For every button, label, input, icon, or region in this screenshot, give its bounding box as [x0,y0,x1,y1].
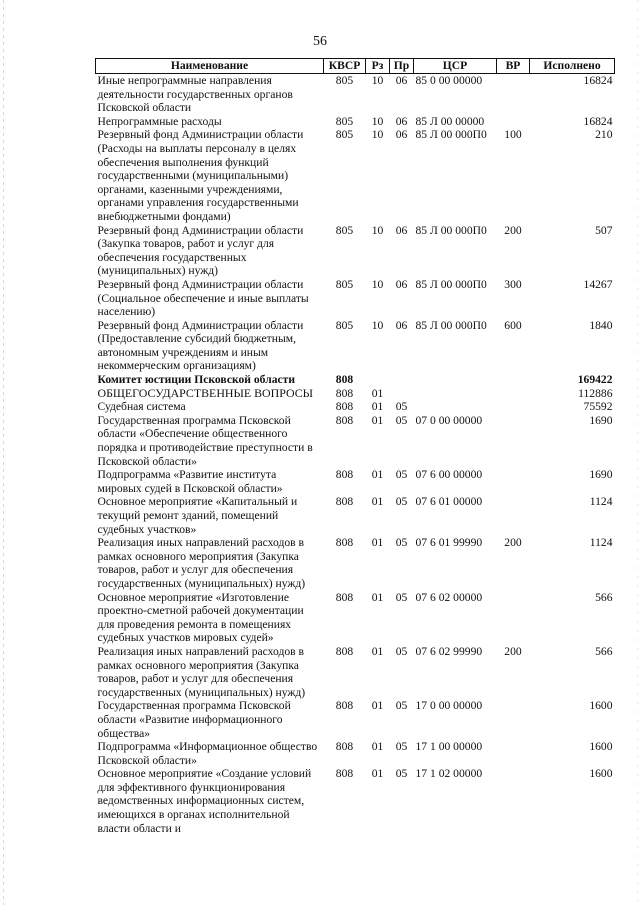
table-row [96,645,615,699]
row-sum: 566 [595,590,613,604]
row-vr [497,400,530,414]
row-vr [497,74,530,115]
row-name: Основное мероприятие «Изготовление проектно-сметной рабочей документации для проведения ремонта в помещениях судебных участков мировых судей» [97,590,304,645]
row-csr: 17 0 00 00000 [415,699,483,713]
row-vr: 100 [504,128,522,142]
row-csr [414,387,497,401]
row-sum: 112886 [578,386,613,400]
table-row [96,767,615,835]
row-csr: 07 6 02 00000 [415,590,483,604]
row-pr: 05 [395,699,408,713]
row-sum: 1600 [589,699,613,713]
row-csr: 85 Л 00 000П0 [415,277,487,291]
budget-table [95,58,615,835]
page-number: 56 [313,34,327,49]
row-sum: 210 [595,128,613,142]
table-row [96,699,615,740]
row-csr: 17 1 00 00000 [415,740,483,754]
table-row [96,128,615,223]
row-kvsr: 808 [335,644,354,658]
row-name: Основное мероприятие «Создание условий для эффективного функционирования ведомственных информационных систем, имеющихся в органах исполнительной власти области и [97,767,312,835]
row-vr [497,767,530,835]
row-kvsr: 808 [335,590,354,604]
row-sum: 16824 [583,114,613,128]
row-name: Основное мероприятие «Капитальный и текущий ремонт зданий, помещений судебных участков» [97,495,298,536]
row-kvsr: 808 [335,767,354,781]
row-pr: 06 [395,277,408,291]
row-pr: 05 [395,644,408,658]
row-pr: 06 [395,74,408,87]
row-name: Комитет юстиции Псковской области [97,373,296,387]
row-pr: 05 [395,767,408,781]
row-sum: 16824 [583,74,613,87]
row-sum: 14267 [583,277,613,291]
row-pr: 06 [395,318,408,332]
scan-edge-left [3,0,4,905]
row-csr [414,400,497,414]
table-row [96,536,615,590]
row-pr: 06 [395,114,408,128]
row-csr: 07 6 00 00000 [415,468,483,482]
row-vr: 200 [504,536,522,550]
row-rz: 10 [371,114,384,128]
row-rz: 01 [371,767,384,781]
header-name: Наименование [96,59,324,74]
row-csr: 85 Л 00 000П0 [415,223,487,237]
row-vr [497,373,530,387]
row-kvsr: 808 [335,468,354,482]
row-sum: 1124 [589,495,613,509]
row-csr: 85 0 00 00000 [415,74,483,87]
row-rz: 01 [371,699,384,713]
row-kvsr: 805 [335,318,354,332]
row-rz: 01 [371,536,384,550]
row-csr [414,373,497,387]
row-pr: 05 [395,590,408,604]
header-rz: Рз [366,59,390,74]
row-kvsr: 805 [335,74,354,87]
row-pr: 05 [395,468,408,482]
table-row [96,468,615,495]
header-sum: Исполнено [530,59,615,74]
row-vr [497,591,530,645]
table-row [96,387,615,401]
row-sum: 1600 [589,740,613,754]
row-sum: 1600 [589,767,613,781]
row-vr: 200 [504,223,522,237]
row-kvsr: 805 [335,128,354,142]
header-vr: ВР [497,59,530,74]
table-row [96,740,615,767]
row-vr [497,495,530,536]
row-csr: 85 Л 00 000П0 [415,318,487,332]
row-kvsr: 808 [335,413,354,427]
row-csr: 07 6 01 99990 [415,536,483,550]
row-rz: 01 [371,386,384,400]
table-row [96,319,615,373]
row-name: ОБЩЕГОСУДАРСТВЕННЫЕ ВОПРОСЫ [97,385,313,400]
row-name: Государственная программа Псковской области «Развитие информационного общества» [97,699,291,740]
row-sum: 566 [595,644,613,658]
table-body [96,74,615,836]
scan-edge-right [637,0,638,905]
table-row [96,400,615,414]
row-pr: 05 [395,536,408,550]
row-vr [497,468,530,495]
row-rz: 01 [371,590,384,604]
row-vr: 600 [504,318,522,332]
row-csr: 07 0 00 00000 [415,413,483,427]
row-rz: 01 [371,740,384,754]
row-name: Реализация иных направлений расходов в рамках основного мероприятия (Закупка товаров, работ и услуг для обеспечения государственных (муниципальных) нужд) [97,644,306,699]
row-sum: 1690 [589,468,613,482]
row-kvsr: 805 [335,277,354,291]
row-name: Государственная программа Псковской области «Обеспечение общественного порядка и противодействие преступности в Псковской области» [97,413,313,468]
row-kvsr: 808 [335,740,354,754]
row-rz: 01 [371,400,384,414]
row-vr [497,740,530,767]
header-kvsr: КВСР [324,59,366,74]
row-name: Судебная система [97,400,186,414]
row-rz: 10 [371,318,384,332]
row-rz: 10 [371,223,384,237]
row-pr [390,373,414,387]
row-rz: 01 [371,495,384,509]
row-kvsr: 805 [335,114,354,128]
table-row [96,591,615,645]
row-vr: 200 [504,644,522,658]
row-vr: 300 [504,277,522,291]
row-name: Резервный фонд Администрации области (Предоставление субсидий бюджетным, автономным учреждениям и иным некоммерческим организациям) [97,318,304,373]
row-name: Подпрограмма «Информационное общество Псковской области» [97,740,318,767]
row-csr: 85 Л 00 00000 [415,114,485,128]
table-row-section [96,373,615,387]
row-rz: 01 [371,468,384,482]
row-pr: 05 [395,413,408,427]
table-row [96,115,615,129]
row-kvsr: 808 [335,536,354,550]
row-csr: 07 6 02 99990 [415,644,483,658]
row-name: Резервный фонд Администрации области (Социальное обеспечение и иные выплаты населению) [97,277,309,319]
row-sum: 75592 [583,400,613,414]
row-sum: 507 [595,223,613,237]
row-name: Иные непрограммные направления деятельности государственных органов Псковской области [97,74,293,115]
table-row [96,224,615,278]
row-name: Непрограммные расходы [97,114,222,128]
row-pr [390,387,414,401]
row-pr: 05 [395,740,408,754]
row-kvsr: 808 [335,400,354,414]
row-rz: 01 [371,413,384,427]
row-rz: 10 [371,74,384,87]
row-rz: 10 [371,277,384,291]
table-row [96,414,615,468]
row-rz: 01 [371,644,384,658]
row-kvsr: 808 [335,699,354,713]
row-sum: 169422 [577,373,613,387]
row-kvsr: 808 [335,386,354,400]
row-vr [497,387,530,401]
row-csr: 85 Л 00 000П0 [415,128,487,142]
header-csr: ЦСР [414,59,497,74]
row-sum: 1690 [589,413,613,427]
row-csr: 17 1 02 00000 [415,767,483,781]
row-name: Резервный фонд Администрации области (Расходы на выплаты персоналу в целях обеспечения выполнения функций государственными (муниципальными) органами, казенными учреждениями, органами управления государственными внебюджетными фондами) [97,128,304,223]
row-kvsr: 808 [335,495,354,509]
row-vr [497,699,530,740]
table-header [96,59,615,74]
row-rz [366,373,390,387]
table-row [96,495,615,536]
table-row [96,74,615,115]
row-name: Реализация иных направлений расходов в рамках основного мероприятия (Закупка товаров, работ и услуг для обеспечения государственных (муниципальных) нужд) [97,536,306,590]
row-pr: 05 [395,495,408,509]
row-name: Подпрограмма «Развитие института мировых судей в Псковской области» [97,468,283,495]
row-vr [497,414,530,468]
row-rz: 10 [371,128,384,142]
table-row [96,278,615,319]
row-csr: 07 6 01 00000 [415,495,483,509]
row-kvsr: 808 [335,373,354,387]
row-sum: 1124 [589,536,613,550]
row-vr [497,115,530,129]
row-sum: 1840 [589,318,613,332]
row-pr: 06 [395,223,408,237]
row-pr: 06 [395,128,408,142]
header-pr: Пр [390,59,414,74]
row-kvsr: 805 [335,223,354,237]
row-name: Резервный фонд Администрации области (Закупка товаров, работ и услуг для обеспечения государственных (муниципальных) нужд) [97,223,304,278]
row-pr: 05 [395,400,408,414]
